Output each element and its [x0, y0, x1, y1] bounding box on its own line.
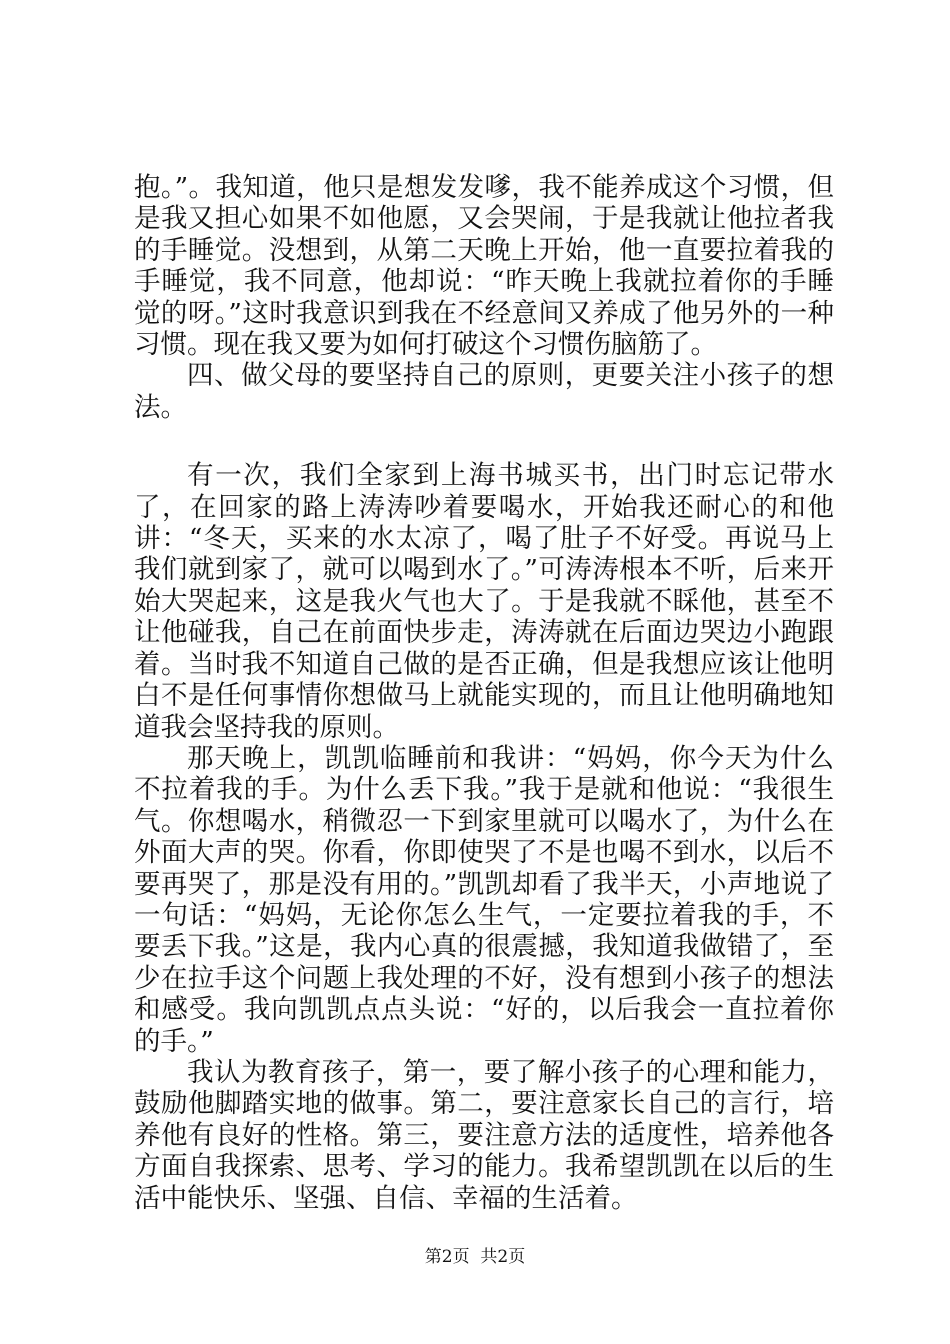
paragraph: 我认为教育孩子，第一，要了解小孩子的心理和能力，鼓励他脚踏实地的做事。第二，要注意家长自己的言行，培养他有良好的性格。第三，要注意方法的适度性，培养他各方面自我探索、思考、学习的能力。我希望凯凯在以后的生活中能快乐、坚强、自信、幸福的生活着。 — [134, 1056, 834, 1214]
section-heading: 四、做父母的要坚持自己的原则，更要关注小孩子的想法。 — [134, 360, 834, 423]
page-footer — [0, 1247, 950, 1267]
paragraph: 那天晚上，凯凯临睡前和我讲：“妈妈，你今天为什么不拉着我的手。为什么丢下我。”我于是就和他说：“我很生气。你想喝水，稍微忍一下到家里就可以喝水了，为什么在外面大声的哭。你看，你即使哭了不是也喝不到水，以后不要再哭了，那是没有用的。”凯凯却看了我半天，小声地说了一句话：“妈妈，无论你怎么生气，一定要拉着我的手，不要丢下我。”这是，我内心真的很震撼，我知道我做错了，至少在拉手这个问题上我处理的不好，没有想到小孩子的想法和感受。我向凯凯点点头说：“好的，以后我会一直拉着你的手。” — [134, 742, 834, 1057]
page-number: 第2页 共2页 — [424, 1247, 526, 1267]
paragraph: 有一次，我们全家到上海书城买书，出门时忘记带水了，在回家的路上涛涛吵着要喝水，开始我还耐心的和他讲：“冬天，买来的水太凉了，喝了肚子不好受。再说马上我们就到家了，就可以喝到水了。”可涛涛根本不听，后来开始大哭起来，这是我火气也大了。于是我就不睬他，甚至不让他碰我，自己在前面快步走，涛涛就在后面边哭边小跑跟着。当时我不知道自己做的是否正确，但是我想应该让他明白不是任何事情你想做马上就能实现的，而且让他明确地知道我会坚持我的原则。 — [134, 460, 834, 743]
paragraph-continuation: 抱。”。我知道，他只是想发发嗲，我不能养成这个习惯，但是我又担心如果不如他愿，又会哭闹，于是我就让他拉者我的手睡觉。没想到，从第二天晚上开始，他一直要拉着我的手睡觉，我不同意，他却说：“昨天晚上我就拉着你的手睡觉的呀。”这时我意识到我在不经意间又养成了他另外的一种习惯。现在我又要为如何打破这个习惯伤脑筋了。 — [134, 172, 834, 361]
document-body — [134, 172, 834, 1214]
